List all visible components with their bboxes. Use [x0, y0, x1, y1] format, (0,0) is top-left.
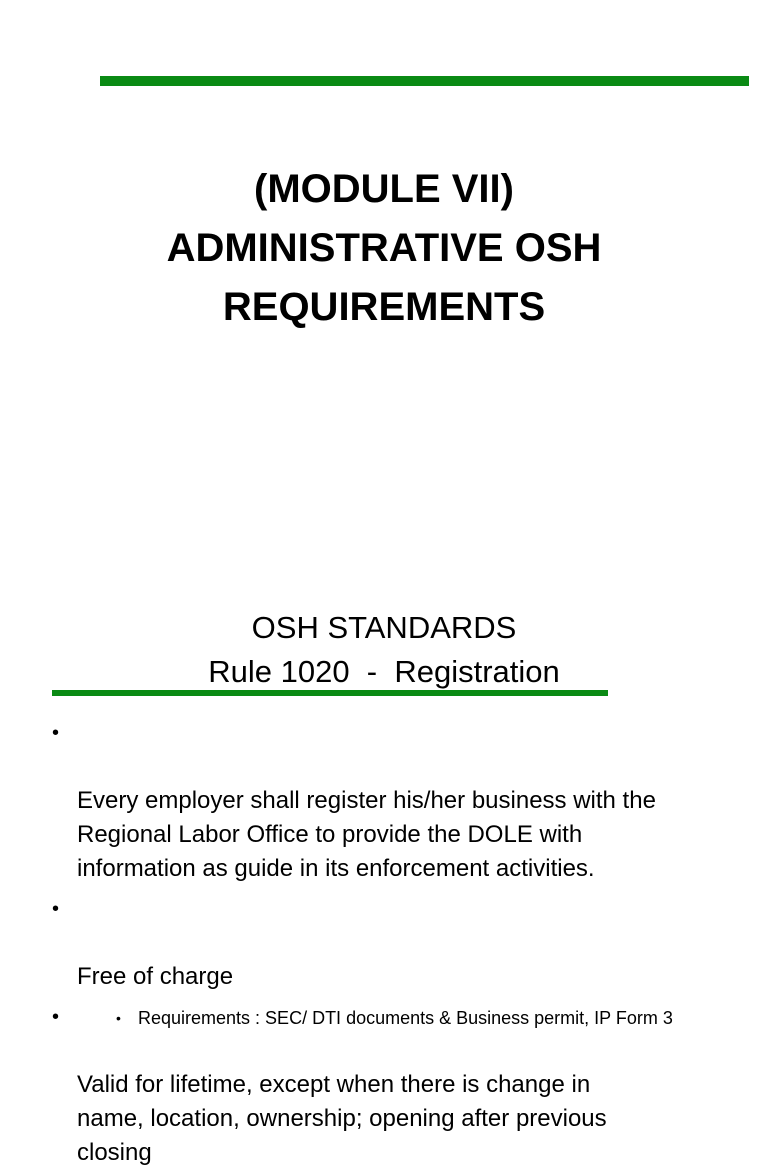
bullet-text: Valid for lifetime, except when there is change in name, location, ownership; opening after previous closing	[77, 1071, 607, 1166]
module-title	[0, 160, 768, 337]
section-heading	[0, 606, 768, 694]
bullet-dot-icon: •	[52, 898, 60, 920]
sub-bullet-item	[116, 1006, 766, 1030]
sub-bullet-dot-icon: •	[116, 1010, 121, 1026]
bullet-item	[52, 892, 742, 994]
sub-bullet-list	[116, 1006, 766, 1030]
bullet-dot-icon: •	[52, 722, 60, 744]
sub-bullet-text: Requirements : SEC/ DTI documents & Business permit, IP Form 3	[138, 1008, 673, 1028]
section-heading-line-1: OSH STANDARDS	[251, 610, 517, 645]
section-divider-rule	[52, 690, 608, 696]
bullet-list	[52, 716, 742, 1176]
bullet-item	[52, 716, 742, 886]
bullet-dot-icon: •	[52, 1006, 60, 1028]
section-heading-line-2: Rule 1020 - Registration	[208, 654, 560, 689]
module-title-line-3: REQUIREMENTS	[222, 285, 546, 329]
module-title-line-2: ADMINISTRATIVE OSH	[166, 226, 602, 270]
module-title-line-1: (MODULE VII)	[254, 167, 514, 211]
top-divider-rule	[100, 76, 749, 86]
bullet-text: Free of charge	[77, 963, 234, 990]
bullet-text: Every employer shall register his/her business with the Regional Labor Office to provide the DOLE with information as guide in its enforcement activities.	[77, 787, 656, 882]
